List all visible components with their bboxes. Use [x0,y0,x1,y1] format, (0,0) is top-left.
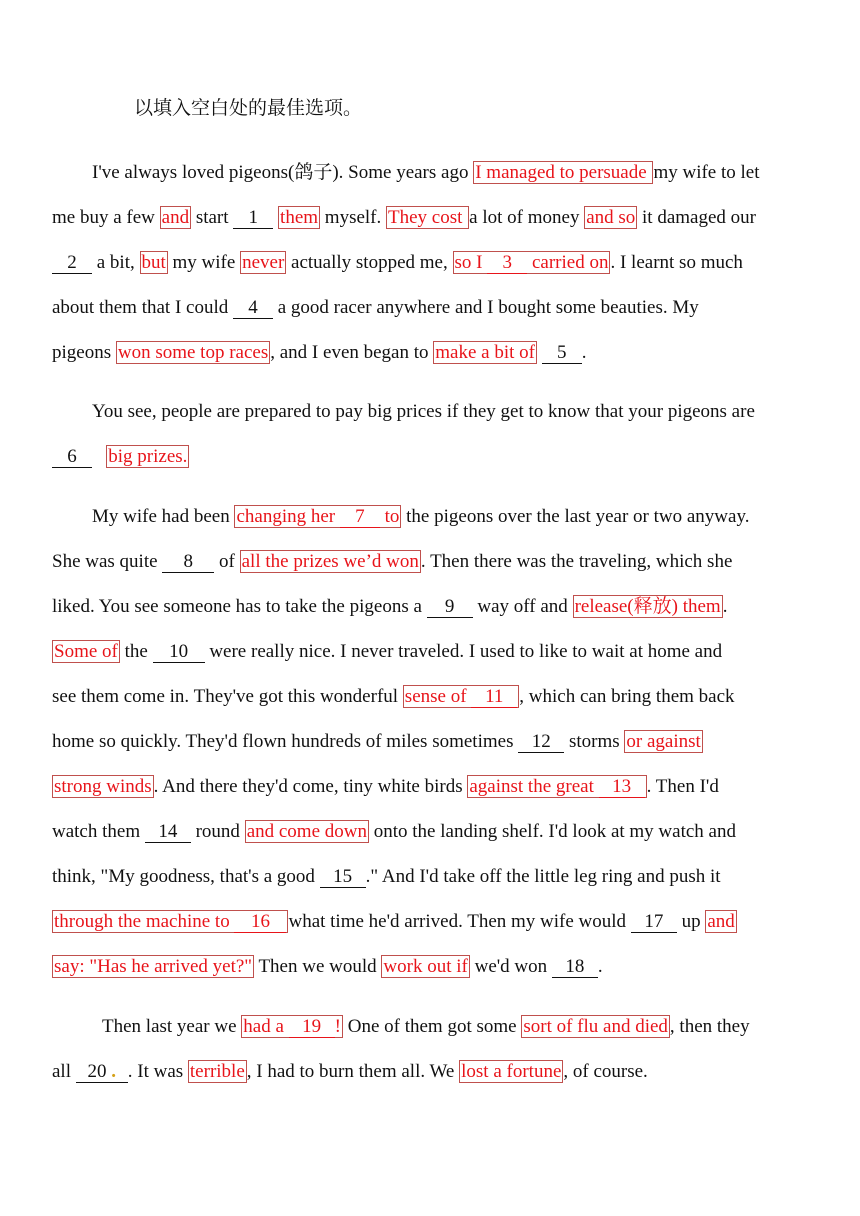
p3-line-2 [52,550,732,574]
highlight-box: say: "Has he arrived yet?" [54,956,253,977]
highlight-box [52,910,288,933]
p1-line-3 [52,251,743,275]
text: a bit, [92,252,140,273]
text: watch them [52,821,145,842]
text: about them that I could [52,297,233,318]
text: home so quickly. They'd flown hundreds of miles sometimes [52,731,519,752]
text: were really nice. I never traveled. I used to like to wait at home and [204,641,723,662]
text: . And there they'd come, tiny white birds [153,776,468,797]
highlight-box: or against [626,731,701,752]
highlight-box: strong winds [54,776,152,797]
p4-line-1 [102,1015,750,1039]
p3-line-4 [52,640,722,664]
text: sense of [404,686,472,707]
highlight-box [241,1015,343,1038]
p2-line-1 [92,400,755,424]
blank-12[interactable]: 12 [518,732,564,753]
p3-line-9 [52,865,721,889]
blank-5[interactable]: 5 [542,343,582,364]
highlight-box [467,775,646,798]
text: ." And I'd take off the little leg ring and push it [365,866,721,887]
text: liked. You see someone has to take the pigeons a [52,596,427,617]
p3-line-11 [52,955,603,979]
text: carried on [527,252,609,273]
text: pigeons [52,342,116,363]
text: it damaged our [637,207,756,228]
text: storms [564,731,625,752]
text: the [119,641,153,662]
text: , which can bring them back [519,686,735,707]
text: had a [243,1016,289,1037]
blank-number: 20 [87,1061,107,1082]
text: . Then I'd [646,776,719,797]
blank-19[interactable]: 19 [289,1017,335,1038]
text: see them come in. They've got this wonderful [52,686,403,707]
blank-15[interactable]: 15 [320,867,366,888]
text: of [214,551,240,572]
highlight-box: They cost [388,207,468,228]
text: me buy a few [52,207,160,228]
blank-2[interactable]: 2 [52,253,92,274]
text: changing her [236,506,340,527]
text: ! [334,1016,341,1037]
blank-20[interactable] [76,1062,128,1083]
text: You see, people are prepared to pay big prices if they get to know that your pigeons are [92,401,755,422]
blank-10[interactable]: 10 [153,642,205,663]
highlight-box [234,505,401,528]
text: actually stopped me, [286,252,453,273]
highlight-box: and [707,911,735,932]
p3-line-6 [52,730,703,754]
highlight-box: and so [586,207,636,228]
highlight-box: and [161,207,190,228]
highlight-box: them [280,207,319,228]
text: up [676,911,706,932]
highlight-box: I managed to persuade [475,162,652,183]
highlight-box [403,685,519,708]
blank-7[interactable]: 7 [340,507,380,528]
text: my wife to let [653,162,760,183]
text: . I learnt so much [610,252,743,273]
blank-9[interactable]: 9 [427,597,473,618]
highlight-box: lost a fortune [461,1061,562,1082]
text: the pigeons over the last year or two anyway. [401,506,750,527]
text: , then they [669,1016,750,1037]
highlight-box: big prizes. [108,446,188,467]
p3-line-3 [52,595,727,619]
highlight-box: release(释放) them [574,596,721,617]
text: Then last year we [102,1016,242,1037]
text: my wife [167,252,241,273]
text: My wife had been [92,506,235,527]
highlight-box: but [141,252,166,273]
text: Then we would [254,956,382,977]
blank-14[interactable]: 14 [145,822,191,843]
text: . [597,956,603,977]
p4-line-2 [52,1060,648,1084]
highlight-box: and come down [246,821,367,842]
highlight-box: sort of flu and died [523,1016,668,1037]
text: all [52,1061,76,1082]
text: round [190,821,245,842]
text: One of them got some [342,1016,522,1037]
text: through the machine to [54,911,235,932]
highlight-box: never [242,252,285,273]
highlight-box: all the prizes we’d won [241,551,419,572]
text: . Then there was the traveling, which she [420,551,733,572]
highlight-box: Some of [54,641,118,662]
text: what time he'd arrived. Then my wife would [288,911,631,932]
text: we'd won [469,956,552,977]
blank-1[interactable]: 1 [233,208,273,229]
p1-line-1 [92,161,760,185]
p3-line-5 [52,685,735,709]
blank-13[interactable]: 13 [599,777,645,798]
highlight-box: make a bit of [435,342,535,363]
instruction-line: 以填入空白处的最佳选项。 [134,98,363,119]
text: . It was [127,1061,188,1082]
blank-17[interactable]: 17 [631,912,677,933]
p1-line-4 [52,296,699,320]
blank-8[interactable]: 8 [162,552,214,573]
text: a good racer anywhere and I bought some beauties. My [272,297,699,318]
text: . [722,596,728,617]
blank-11[interactable]: 11 [471,687,517,708]
p1-line-5 [52,341,587,365]
text: , I had to burn them all. We [246,1061,460,1082]
text: to [379,506,400,527]
p3-line-10 [52,910,737,934]
text: . [581,342,587,363]
blank-4[interactable]: 4 [233,298,273,319]
blank-dot: . [111,1061,116,1082]
blank-18[interactable]: 18 [552,957,598,978]
text: think, "My goodness, that's a good [52,866,320,887]
text: I've always loved pigeons(鸽子). Some years ago [92,162,474,183]
text: She was quite [52,551,163,572]
text: start [191,207,234,228]
p3-line-7 [52,775,719,799]
text: a lot of money [469,207,585,228]
blank-6[interactable]: 6 [52,447,92,468]
text: , of course. [563,1061,648,1082]
blank-3[interactable]: 3 [487,253,527,274]
highlight-box: won some top races [117,342,269,363]
highlight-box: terrible [189,1061,245,1082]
text: myself. [320,207,387,228]
blank-16[interactable]: 16 [234,912,286,933]
highlight-box: work out if [383,956,468,977]
text: against the great [469,776,599,797]
p1-line-2 [52,206,756,230]
text: so I [454,252,488,273]
p3-line-8 [52,820,736,844]
text: , and I even began to [270,342,434,363]
p3-line-1 [92,505,749,529]
text: onto the landing shelf. I'd look at my watch and [369,821,736,842]
highlight-box [453,251,611,274]
p2-line-2 [52,445,189,469]
text: way off and [472,596,573,617]
